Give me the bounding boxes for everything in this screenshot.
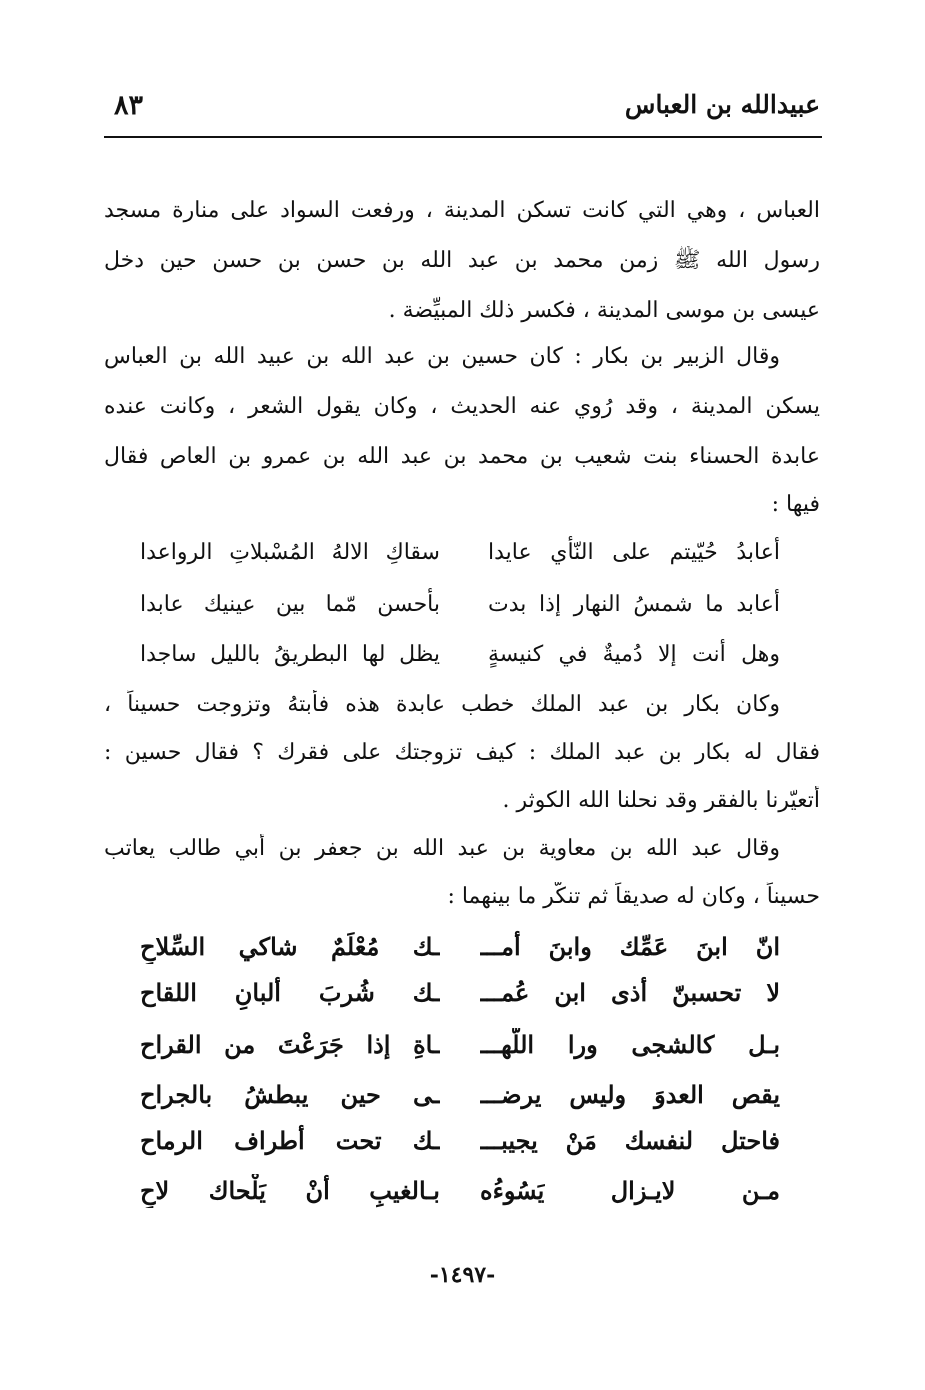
verse-first-hemistich: بـل كالشجى ورا اللّهـــ: [480, 1030, 780, 1059]
poem-verse: [104, 588, 820, 622]
verse-first-hemistich: لا تحسبنّ أذى ابن عُمـــ: [480, 978, 780, 1007]
text-line: فقال له بكار بن عبد الملك : كيف تزوجتك على فقرك ؟ فقال حسين :: [104, 740, 820, 765]
paragraph-4: [104, 834, 820, 918]
verse-second-hemistich: ـاةِ إذا جَرَعْتَ من القراح: [140, 1030, 440, 1059]
poem-verse: [104, 1078, 820, 1112]
verse-first-hemistich: فاحتل لنفسك مَنْ يجيبـــ: [480, 1126, 780, 1155]
header-page-number: ٨٣: [114, 90, 144, 121]
verse-first-hemistich: يقص العدوَ وليس يرضـــ: [480, 1080, 780, 1109]
poem-verse: [104, 1124, 820, 1158]
footer-page-number: -١٤٩٧-: [429, 1262, 496, 1288]
verse-second-hemistich: سقاكِ الالهُ المُسْبلاتِ الرواعدا: [140, 540, 440, 565]
paragraph-1: [104, 196, 820, 326]
poem-verse: [104, 1174, 820, 1208]
verse-second-hemistich: ـك تحت أطراف الرماح: [140, 1126, 440, 1155]
verse-first-hemistich: وهل أنت إلا دُميةٌ في كنيسةٍ: [488, 642, 780, 667]
text-line: عيسى بن موسى المدينة ، فكسر ذلك المبيِّضة .: [388, 298, 820, 323]
poem-verse: [104, 930, 820, 964]
verse-second-hemistich: ـك شُربَ ألبانِ اللقاح: [140, 978, 440, 1007]
verse-first-hemistich: أعابد ما شمسُ النهار إذا بدت: [488, 592, 780, 617]
verse-second-hemistich: يظل لها البطريقُ بالليل ساجدا: [140, 642, 440, 667]
text-line: وقال عبد الله بن معاوية بن عبد الله بن جعفر بن أبي طالب يعاتب: [104, 836, 780, 861]
header-divider: [104, 136, 822, 138]
verse-second-hemistich: بـالغيبِ أنْ يَلْحاك لاحِ: [140, 1176, 440, 1205]
verse-first-hemistich: مـن لايـزال يَسُوءُه: [480, 1176, 780, 1205]
verse-first-hemistich: انّ ابنَ عَمِّك وابنَ أمـــ: [480, 932, 780, 961]
poem-verse: [104, 536, 820, 570]
verse-second-hemistich: ـى حين يبطشُ بالجراح: [140, 1080, 440, 1109]
text-line: فيها :: [771, 492, 820, 517]
text-line: وكان بكار بن عبد الملك خطب عابدة هذه فأبتهُ وتزوجت حسيناً ،: [104, 692, 780, 717]
running-title: عبيدالله بن العباس: [624, 90, 820, 119]
paragraph-3: [104, 690, 820, 820]
text-line: يسكن المدينة ، وقد رُوي عنه الحديث ، وكان يقول الشعر ، وكانت عنده: [104, 394, 820, 419]
text-line: العباس ، وهي التي كانت تسكن المدينة ، ورفعت السواد على منارة مسجد: [104, 198, 820, 223]
verse-second-hemistich: ـك مُعْلَمٌ شاكي السِّلاحِ: [140, 932, 440, 961]
paragraph-2: [104, 342, 820, 522]
verse-first-hemistich: أعابدُ حُيّيتم على النّأي عايدا: [488, 540, 780, 565]
poem-verse: [104, 976, 820, 1010]
poem-verse: [104, 1028, 820, 1062]
text-line: أتعيّرنا بالفقر وقد نحلنا الله الكوثر .: [502, 788, 820, 813]
text-line: رسول الله ﷺ زمن محمد بن عبد الله بن حسن بن حسن حين دخل: [104, 248, 820, 273]
text-line: عابدة الحسناء بنت شعيب بن محمد بن عبد الله بن عمرو بن العاص فقال: [104, 444, 820, 469]
text-line: وقال الزبير بن بكار : كان حسين بن عبد الله بن عبيد الله بن العباس: [104, 344, 780, 369]
page-header: [104, 88, 820, 132]
poem-verse: [104, 638, 820, 672]
verse-second-hemistich: بأحسن مّما بين عينيك عابدا: [140, 592, 440, 617]
text-line: حسيناً ، وكان له صديقاً ثم تنكّر ما بينهما :: [447, 884, 820, 909]
